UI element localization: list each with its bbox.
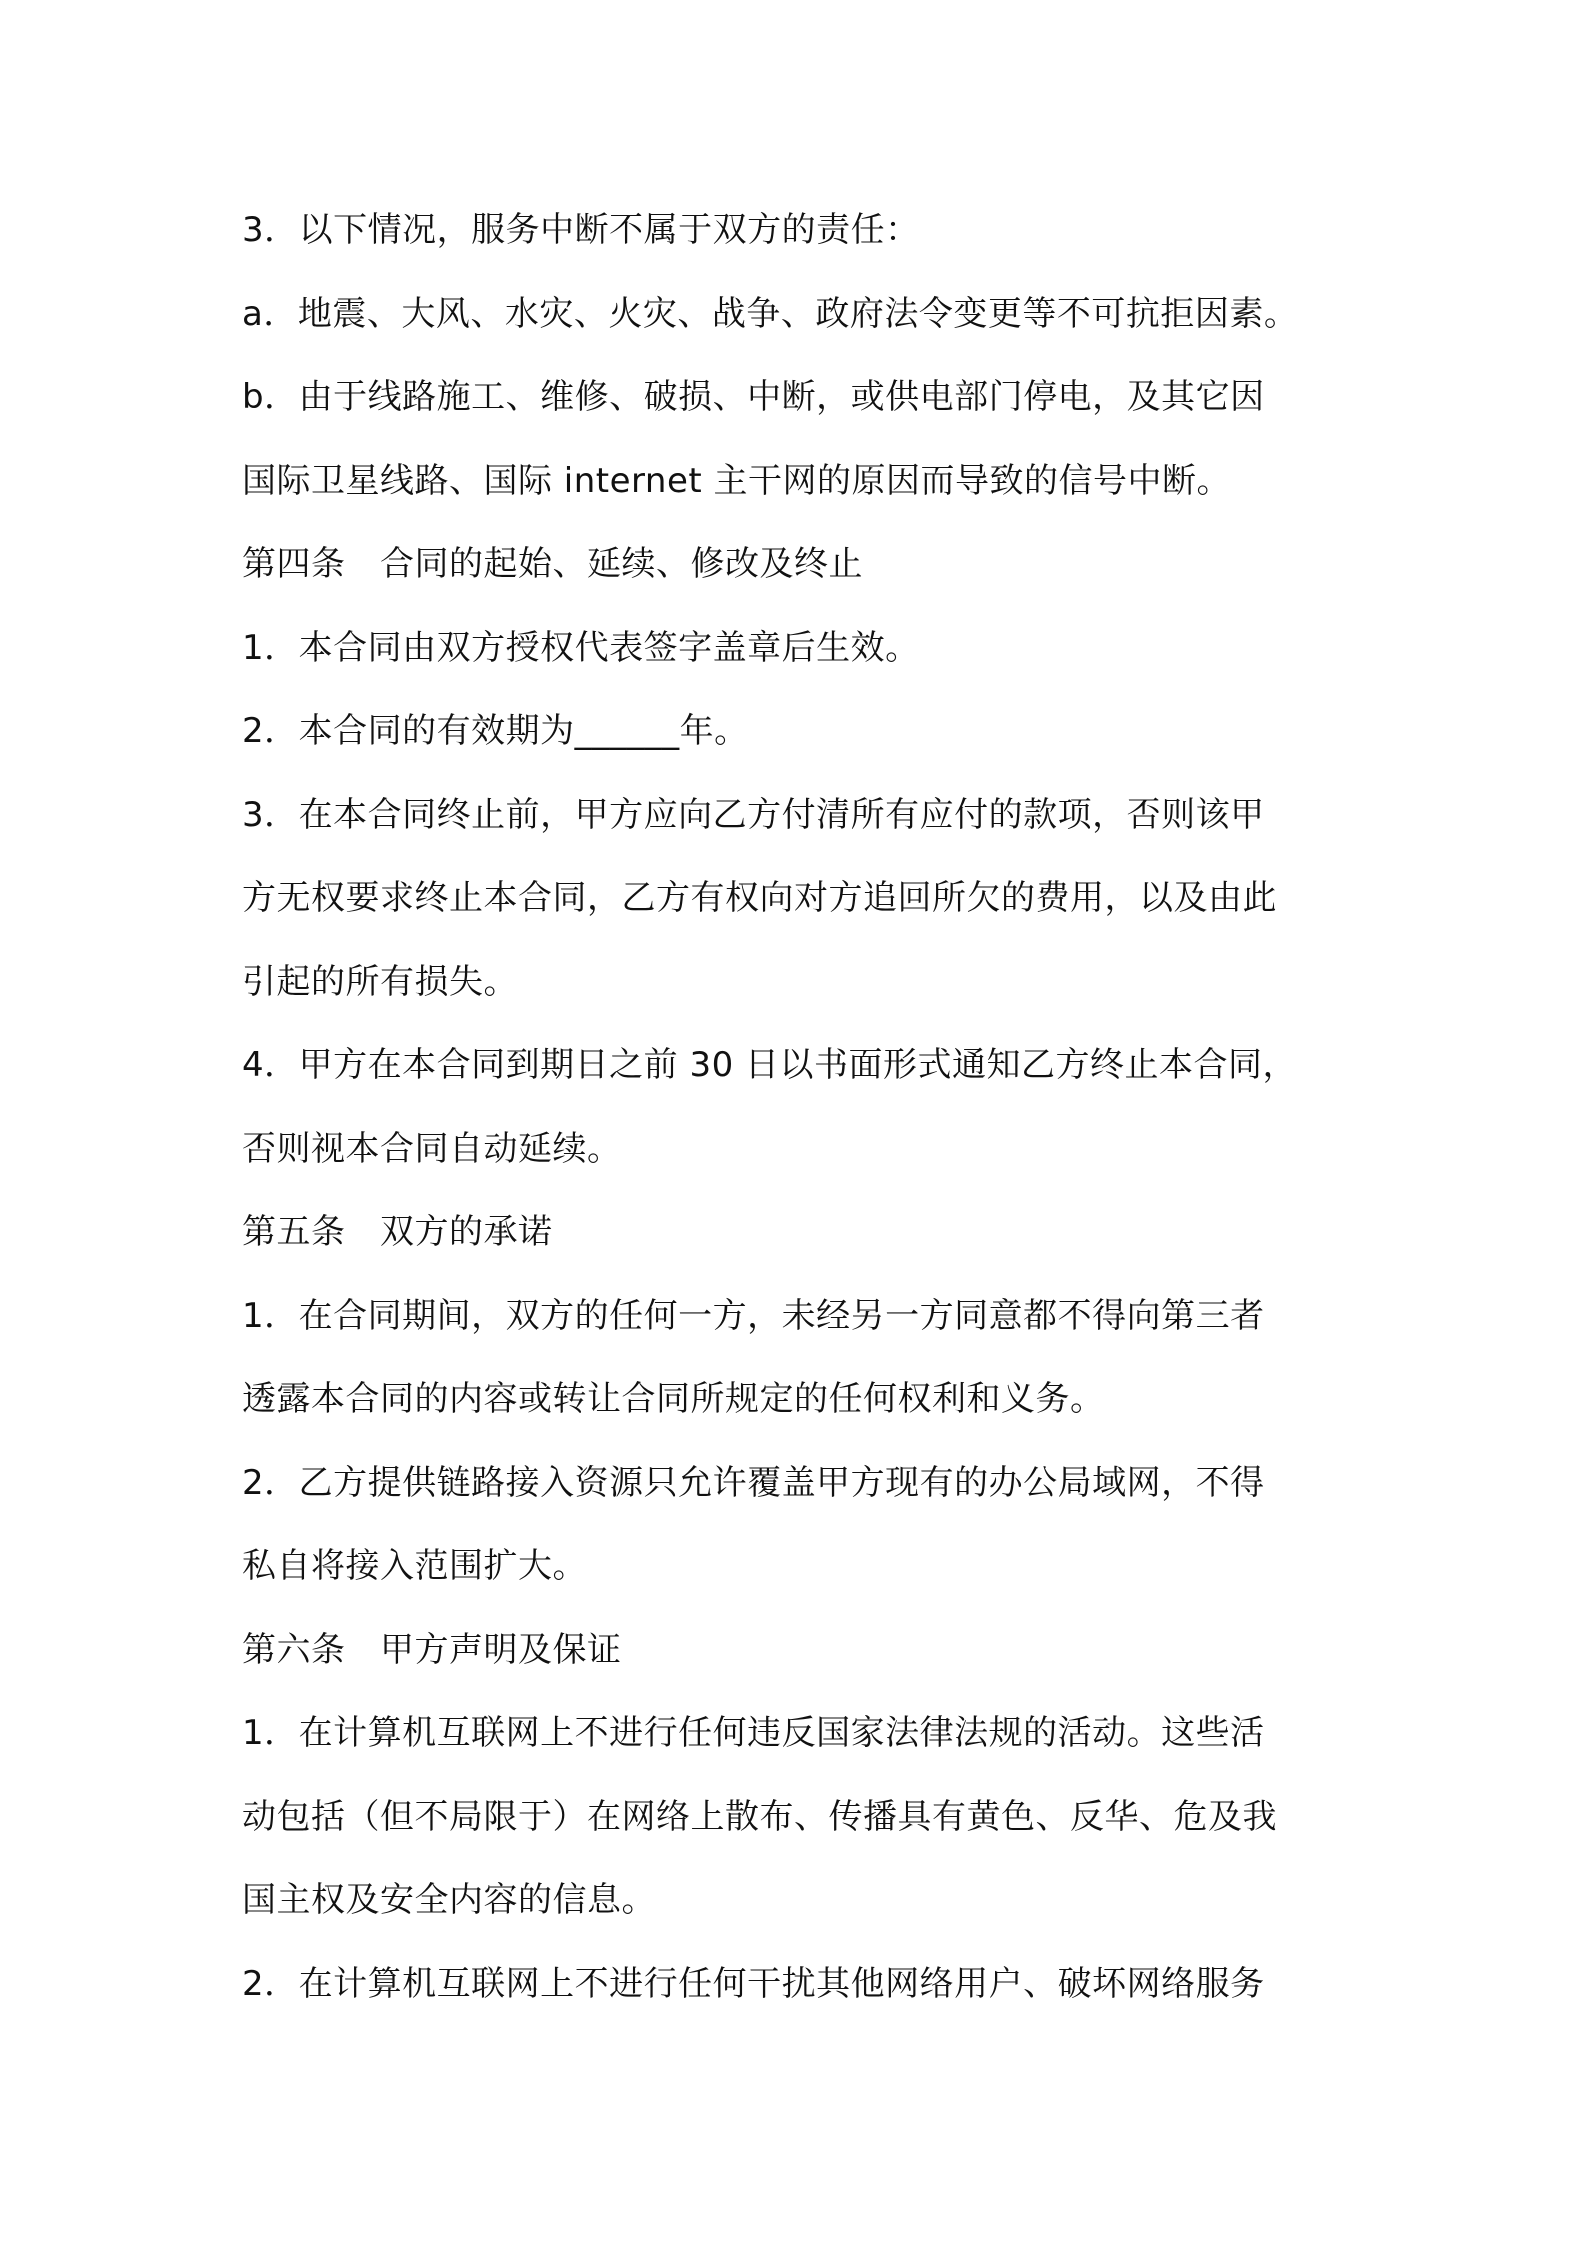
article-5-heading: 第五条 双方的承诺 [242, 1212, 553, 1252]
article-6-item-2: 2．在计算机互联网上不进行任何干扰其他网络用户、破坏网络服务 [242, 1963, 1265, 2004]
article-5-item-1-cont: 透露本合同的内容或转让合同所规定的任何权利和义务。 [242, 1379, 1105, 1419]
article-4-item-2: 2．本合同的有效期为______年。 [242, 711, 749, 751]
article-4-item-3-cont: 方无权要求终止本合同，乙方有权向对方追回所欠的费用，以及由此 [242, 878, 1277, 918]
article-6-item-1: 1．在计算机互联网上不进行任何违反国家法律法规的活动。这些活 [242, 1713, 1265, 1753]
article-4-item-3: 3．在本合同终止前，甲方应向乙方付清所有应付的款项，否则该甲 [242, 794, 1265, 835]
article-5-item-1: 1．在合同期间，双方的任何一方，未经另一方同意都不得向第三者 [242, 1295, 1265, 1336]
article-4-item-1: 1．本合同由双方授权代表签字盖章后生效。 [242, 627, 920, 668]
article-4-heading: 第四条 合同的起始、延续、修改及终止 [242, 544, 863, 584]
article-4-item-4-cont: 否则视本合同自动延续。 [242, 1128, 622, 1169]
article-6-heading: 第六条 甲方声明及保证 [242, 1629, 622, 1670]
article-6-item-1-cont: 国主权及安全内容的信息。 [242, 1880, 656, 1920]
article-5-item-2-cont: 私自将接入范围扩大。 [242, 1546, 587, 1586]
clause-3-item-b: b．由于线路施工、维修、破损、中断，或供电部门停电，及其它因 [242, 377, 1265, 417]
article-5-item-2: 2．乙方提供链路接入资源只允许覆盖甲方现有的办公局域网，不得 [242, 1462, 1265, 1503]
clause-3-item-b-cont: 国际卫星线路、国际 internet 主干网的原因而导致的信号中断。 [242, 460, 1232, 501]
article-4-item-4: 4．甲方在本合同到期日之前 30 日以书面形式通知乙方终止本合同， [242, 1045, 1298, 1085]
article-4-item-3-cont: 引起的所有损失。 [242, 961, 518, 1002]
clause-3-item-a: a．地震、大风、水灾、火灾、战争、政府法令变更等不可抗拒因素。 [242, 293, 1299, 334]
clause-3-intro: 3．以下情况，服务中断不属于双方的责任： [242, 210, 920, 250]
article-6-item-1-cont: 动包括（但不局限于）在网络上散布、传播具有黄色、反华、危及我 [242, 1796, 1277, 1837]
contract-text [242, 200, 1382, 2037]
